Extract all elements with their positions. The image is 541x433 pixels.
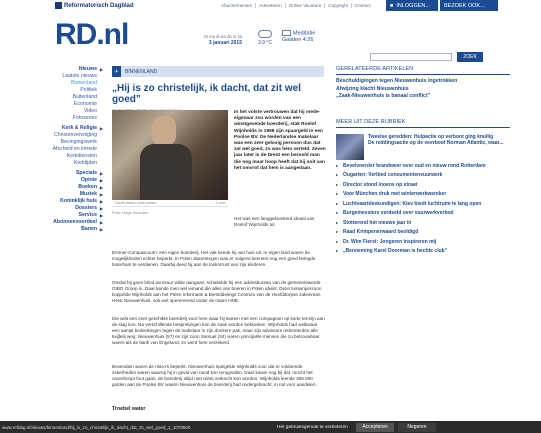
article-title: „Hij is zo christelijk, ik dacht, dat zit wel goed” <box>112 83 301 105</box>
feature-item[interactable] <box>336 134 510 160</box>
chevron-right-icon: ▶ <box>99 171 103 176</box>
chevron-right-icon: ▶ <box>99 126 103 131</box>
related-title: GERELATEERDE ARTIKELEN <box>336 66 510 75</box>
sidebar-item-label: Laatste nieuws <box>62 73 97 79</box>
news-item-label: Voor München druk met winterwerkwereker <box>343 191 447 197</box>
sidebar-item-binnenland[interactable] <box>0 80 105 87</box>
more-title: MEER UIT DEZE RUBRIEK <box>336 119 510 128</box>
rubric-news-list <box>336 163 510 255</box>
news-item[interactable] <box>336 220 510 227</box>
feature-thumbnail[interactable] <box>336 134 364 160</box>
news-item[interactable] <box>336 239 510 246</box>
cloud-icon <box>258 30 272 38</box>
lock-icon: ■ <box>390 2 394 9</box>
sidebar-item-kerk-religie[interactable] <box>0 125 105 132</box>
photo-face <box>152 116 176 146</box>
article <box>112 66 326 412</box>
paragraph-3: Die wist een zeer geschikte boerderij voor hem waar hij samen met een compagnon op korte termijn aan de slag kon. Na verschillende besprekingen kon de zaak worden beklonken. Wijnholds had welkwaar een aantal bedenkingen tegen de makelaar in zijn donkere pak, maar zijn adviseurs redeneerden alle twijfels weg: Nieuwenhuis (57) en zijn zoon Samuel (34) waren principiële mensen die zo betrouwbaar waren als de bank van Engeland, zo werd hem verzekerd. <box>112 316 325 345</box>
sidebar-item-label: Service <box>78 212 97 218</box>
chevron-right-icon: ▶ <box>99 206 103 211</box>
search-button[interactable]: ZOEK <box>457 52 483 62</box>
chevron-right-icon: ▶ <box>99 199 103 204</box>
sidebar-item-bevingingswerk[interactable] <box>0 139 105 146</box>
sidebar-item-label: Afscheid en intrede <box>52 146 97 152</box>
sidebar-item-label: Kerktijden <box>73 160 97 166</box>
news-item[interactable] <box>336 191 510 198</box>
sidebar-item-label: Boeken <box>78 184 97 190</box>
bullet-icon: ▸ <box>336 248 339 253</box>
sidebar-item-label: Fotoseries <box>72 115 97 121</box>
sidebar-item-label: Banen <box>81 226 97 232</box>
article-photo[interactable] <box>112 110 228 200</box>
brand-name: Reformatorisch Dagblad <box>64 2 134 9</box>
cookie-text: Het gebruiksgemak te verbeteren <box>277 424 348 430</box>
sidebar-item-fotoseries[interactable] <box>0 115 105 122</box>
link-adverteren[interactable]: Adverteren <box>256 3 285 8</box>
current-date: 3 januari 2015 <box>208 40 242 46</box>
photo-caption: Geeft enkel vertrouwen <box>115 200 157 205</box>
sidebar-item-kerkdiensten[interactable] <box>0 153 105 160</box>
sidebar-item-economie[interactable] <box>0 101 105 108</box>
site-logo[interactable]: RD.nl <box>55 18 129 51</box>
bullet-icon: ▸ <box>336 162 339 168</box>
sidebar-item-label: Nieuws <box>78 66 97 72</box>
chevron-right-icon: ▶ <box>99 227 103 232</box>
sidebar-item-banen[interactable] <box>0 226 105 233</box>
sidebar-item-label: Koninklijk huis <box>60 198 97 204</box>
plane-icon: ✈ <box>112 66 121 77</box>
decline-cookies-button[interactable]: Negeren <box>398 423 436 432</box>
brand-flag-icon <box>55 2 62 9</box>
article-intro-continued: Het was een langgekoesterd ideaal van Roelof Wijnholds uit <box>234 216 315 227</box>
sidebar-item-video[interactable] <box>0 108 105 115</box>
news-item-label: Luchtvaartdeskundigen: Kiev biedt luchtruim te lang open <box>343 200 482 207</box>
link-copyright[interactable]: Copyright <box>325 3 352 8</box>
sidebar-item-label: Dossiers <box>75 205 97 211</box>
date-display <box>190 34 242 46</box>
visit-label: BEZOEK OOK... <box>444 2 485 9</box>
photo-body <box>140 144 192 200</box>
right-column <box>336 66 510 255</box>
bullet-icon: ▸ <box>336 172 339 177</box>
sidebar-item-label: Opinie <box>80 177 97 183</box>
related-list <box>336 78 510 101</box>
paragraph-2: Omdat hij geen blind avontuur wilde aangaan, schakelde hij een adviesbureau van de gemeentewerde GIBO Groep in. Daar kende men wel iemand die alles van boeren in Polen afwist. Deze tussenpersoon koppelde Wijnholds aan het Polen Informatie & Bemiddelings Centrum van de Hoofddorpse zakenman Henk Nieuwenhuis, ook wel operererend onder de naam HNB. <box>112 280 322 303</box>
sidebar-item-label: Christenvervolging <box>54 132 97 138</box>
news-item-label: Dr. Wim Fierst: Jongeren inspireren mij <box>343 238 437 245</box>
sidebar-item-label: Video <box>83 108 97 114</box>
photo-counter[interactable]: 1 van <box>215 200 225 205</box>
sidebar-item-laatste-nieuws[interactable] <box>0 73 105 80</box>
news-item-label: Ougarten: Verbied consumentenvuurwerk <box>343 172 443 178</box>
sidebar-item-christenvervolging[interactable] <box>0 132 105 139</box>
news-item[interactable] <box>336 201 510 208</box>
sidebar-item-label: Abonneevoordeel <box>53 219 97 225</box>
sidebar-item-label: Economie <box>73 101 97 107</box>
category-label[interactable]: BINNENLAND <box>125 68 158 75</box>
bullet-icon: ▸ <box>336 200 339 206</box>
bullet-icon: ▸ <box>336 219 339 225</box>
related-item[interactable]: „Zaak-Nieuwenhuis is banaal conflict” <box>336 93 431 99</box>
meditatie-label: Meditatie <box>293 30 316 37</box>
sidebar-item-buitenland[interactable] <box>0 94 105 101</box>
book-icon <box>282 30 291 36</box>
bullet-icon: ▸ <box>336 191 339 196</box>
visit-also-button[interactable] <box>440 0 498 11</box>
related-item[interactable]: Afwijzing klacht Nieuwenhuis <box>336 85 409 92</box>
weather-widget[interactable] <box>252 30 278 46</box>
news-item[interactable] <box>336 172 510 179</box>
news-item[interactable] <box>336 210 510 217</box>
feature-headline[interactable]: Tweelse geredden: Hulpactie op verboot ging knullig <box>368 133 494 140</box>
sidebar-item-dossiers[interactable] <box>0 205 105 212</box>
sidebar-item-label: Kerkdiensten <box>66 153 97 159</box>
feature-teaser: De reddingsactie op de veerboot Norman Atlantic, waar... <box>368 139 504 146</box>
news-item-label: „Benoeming Karel Doorman is hechte club” <box>343 248 448 254</box>
sidebar-nav <box>0 66 105 233</box>
sidebar-item-label: Bevingingswerk <box>60 139 97 145</box>
sidebar-item-boeken[interactable] <box>0 184 105 191</box>
bullet-icon: ▸ <box>336 229 339 234</box>
photo-caption-bar <box>112 200 228 207</box>
news-item[interactable] <box>336 248 510 255</box>
sidebar-item-label: Politiek <box>80 87 97 93</box>
status-bar <box>0 421 541 433</box>
feature-text <box>368 134 503 160</box>
status-url: www.refdag.nl/nieuws/binnenland/hij_is_zo_christelijk_ik_dacht_dat_zit_wel_goed_1_1070500 <box>2 424 191 430</box>
news-item-label: Raad Krimpenerwaard beoldigd <box>343 229 419 235</box>
link-contact[interactable]: Contact <box>354 3 371 8</box>
sidebar-item-label: Specials <box>75 170 97 176</box>
related-item[interactable]: Beschuldigingen tegen Nieuwenhuis ingetrokken <box>336 78 458 84</box>
paragraph-4: Bovendien waren de risico's beperkt. Nieuwenhuis spiegelde Wijnholds voor dat er voldoende zekerheden waren waarop hij in geval van nood kon terugvallen. Daar kwam nog bij dat, mocht het onverhoopt fout gaan, de boerderij altijd met winst verkocht kon worden. Wijnholds leende 308.000 gulden aan de Poolse BV waarin Nieuwenhuis de boerderij had ondergebracht, in ruil voor aandelen. <box>112 364 317 387</box>
sidebar-item-abonneevoordeel[interactable] <box>0 219 105 226</box>
sidebar-item-afscheid-en-intrede[interactable] <box>0 146 105 153</box>
accept-cookies-button[interactable]: Accepteren <box>356 423 394 432</box>
meditatie-reference: Galaten 4:26 <box>282 37 314 44</box>
weekdays: zo ma di wo do vr za <box>203 34 242 39</box>
sidebar-item-label: Buitenland <box>72 94 97 100</box>
sidebar-item-nieuws[interactable] <box>0 66 105 73</box>
subheading: Troebel water <box>112 406 146 412</box>
chevron-right-icon: ▶ <box>99 220 103 225</box>
news-item[interactable] <box>336 182 510 189</box>
sidebar-item-label: Muziek <box>79 191 97 197</box>
bullet-icon: ▸ <box>336 238 339 244</box>
link-abonnementen[interactable]: Abonnementen <box>218 3 256 8</box>
sidebar-item-label: Kerk & Religie <box>61 125 97 131</box>
chevron-right-icon: ▶ <box>99 178 103 183</box>
sidebar-item-kerktijden[interactable] <box>0 160 105 167</box>
news-item[interactable] <box>336 229 510 236</box>
bullet-icon: ▸ <box>336 181 339 187</box>
brand-small[interactable] <box>55 2 134 9</box>
top-bar <box>0 0 541 14</box>
sidebar-item-opinie[interactable] <box>0 177 105 184</box>
link-online-vacature[interactable]: Online Vacature <box>286 3 326 8</box>
chevron-right-icon: ▶ <box>99 185 103 190</box>
search-input[interactable] <box>370 53 452 61</box>
chevron-right-icon: ▶ <box>99 67 103 72</box>
header <box>0 14 541 60</box>
login-button[interactable] <box>386 0 438 11</box>
temperature: 3.9 °C <box>258 40 272 46</box>
category-bar <box>112 66 324 77</box>
sidebar-item-muziek[interactable] <box>0 191 105 198</box>
article-intro: In het volste vertrouwen dat hij mede-eigenaar zou worden van een winstgevende boerderij, stak Roelof Wijnholds in 1998 zijn spaargeld in een Poolse BV. De Nederlandse makelaar was een zeer gelovig persoon dus dat zat wel goed, zo was hem verteld. Zeven jaar later is de Drent een beroold man die nog maar hoop heeft dat hij ooit van het omvrot dat hem is aangedaan. <box>234 110 326 171</box>
news-item-label: Burgemeesters verdeeld over vuurwerkverbod <box>343 210 454 216</box>
photo-credit: Foto: Hoge Noorden <box>112 210 149 215</box>
news-item-label: Bevelvoerder brandweer over oud en nieuw rond Rotterdam <box>343 162 486 169</box>
sidebar-item-koninklijk-huis[interactable] <box>0 198 105 205</box>
sidebar-item-politiek[interactable] <box>0 87 105 94</box>
news-item-label: Stotterend het nieuwe jaar in <box>343 219 412 226</box>
chevron-right-icon: ▶ <box>99 213 103 218</box>
login-label: INLOGGEN... <box>396 2 430 9</box>
news-item[interactable] <box>336 163 510 170</box>
chevron-right-icon: ▶ <box>99 192 103 197</box>
top-links <box>218 3 374 8</box>
meditatie-widget[interactable] <box>282 30 315 44</box>
bullet-icon: ▸ <box>336 210 339 215</box>
sidebar-item-label: Binnenland <box>71 80 97 86</box>
sidebar-item-service[interactable] <box>0 212 105 219</box>
paragraph-1: Emmer-Compascuum: een eigen boerderij. Het vak kende hij van huis uit. In eigen land waren de mogelijkheden echter beperkt. In Polen daarentegen was er volgens kenners nog een goed belegde boterham te verdienen. Daarbij deed hij aan de lookorrunt van zijn kinderen. <box>112 250 316 267</box>
sidebar-item-specials[interactable] <box>0 170 105 177</box>
news-item-label: Director stond inoens op straat <box>343 181 418 188</box>
